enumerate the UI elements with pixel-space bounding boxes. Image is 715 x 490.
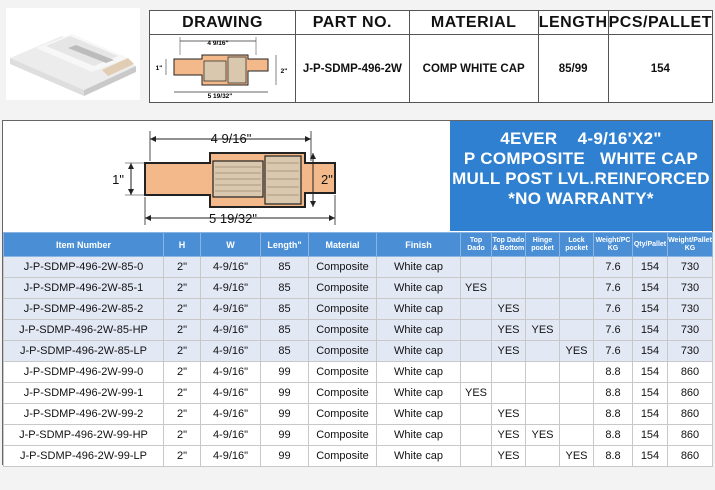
large-right-height: 2"	[321, 172, 333, 187]
col-hinge	[526, 233, 560, 257]
col-top-bottom	[492, 233, 526, 257]
cell-material: Composite	[309, 383, 377, 404]
col-pcs-header: PCS/PALLET	[608, 11, 712, 35]
cell-top-dado	[461, 404, 492, 425]
cell-qty: 154	[633, 362, 668, 383]
cell-top-dado	[461, 299, 492, 320]
cell-length: 85	[261, 341, 309, 362]
cell-finish: White cap	[377, 257, 461, 278]
col-material-header: MATERIAL	[409, 11, 538, 35]
cell-material: Composite	[309, 341, 377, 362]
col-length: Length"	[261, 233, 309, 257]
cell-hinge	[526, 341, 560, 362]
cell-qty: 154	[633, 299, 668, 320]
product-title-block	[450, 121, 712, 231]
col-weight-pc-l1: Weight/PC	[595, 236, 631, 244]
table-header-row	[4, 233, 713, 257]
cell-top-bottom	[492, 362, 526, 383]
small-width-bottom: 5 19/32"	[208, 93, 233, 99]
cell-top-dado: YES	[461, 383, 492, 404]
cell-finish: White cap	[377, 425, 461, 446]
col-top-dado	[461, 233, 492, 257]
col-qty: Qty/Pallet	[633, 233, 668, 257]
cell-item: J-P-SDMP-496-2W-85-HP	[4, 320, 164, 341]
table-row	[4, 383, 713, 404]
cell-material: Composite	[309, 299, 377, 320]
cell-lock	[560, 257, 594, 278]
cell-lock	[560, 425, 594, 446]
cell-top-bottom: YES	[492, 299, 526, 320]
table-row	[4, 299, 713, 320]
col-top-dado-l1: Top	[469, 236, 483, 244]
col-weight-pallet-l2: KG	[684, 244, 696, 252]
cell-length: 85	[261, 320, 309, 341]
cell-hinge	[526, 383, 560, 404]
cell-w: 4-9/16"	[201, 425, 261, 446]
cell-length: 99	[261, 404, 309, 425]
cell-finish: White cap	[377, 299, 461, 320]
col-h: H	[164, 233, 201, 257]
cell-lock: YES	[560, 341, 594, 362]
cell-w: 4-9/16"	[201, 320, 261, 341]
cell-hinge: YES	[526, 320, 560, 341]
cell-h: 2"	[164, 362, 201, 383]
cell-top-bottom: YES	[492, 425, 526, 446]
cell-length: 99	[261, 383, 309, 404]
summary-pcs: 154	[608, 35, 712, 103]
cell-h: 2"	[164, 383, 201, 404]
cell-weight-pc: 7.6	[594, 320, 633, 341]
cell-hinge	[526, 362, 560, 383]
cell-w: 4-9/16"	[201, 257, 261, 278]
cell-w: 4-9/16"	[201, 341, 261, 362]
cell-material: Composite	[309, 257, 377, 278]
cell-weight-pc: 8.8	[594, 404, 633, 425]
cell-lock	[560, 320, 594, 341]
col-top-bottom-l1: Top Dado	[492, 236, 525, 244]
cell-w: 4-9/16"	[201, 278, 261, 299]
small-profile-drawing	[152, 35, 292, 99]
col-hinge-l2: pocket	[531, 244, 554, 252]
cell-top-dado: YES	[461, 278, 492, 299]
cell-hinge: YES	[526, 425, 560, 446]
cell-w: 4-9/16"	[201, 362, 261, 383]
col-weight-pallet	[668, 233, 713, 257]
cell-length: 99	[261, 362, 309, 383]
product-table	[3, 232, 713, 467]
cell-finish: White cap	[377, 341, 461, 362]
large-width-top: 4 9/16"	[210, 131, 252, 146]
cell-top-dado	[461, 362, 492, 383]
table-row	[4, 278, 713, 299]
cell-weight-pc: 7.6	[594, 341, 633, 362]
cell-item: J-P-SDMP-496-2W-85-LP	[4, 341, 164, 362]
cell-h: 2"	[164, 425, 201, 446]
cell-finish: White cap	[377, 278, 461, 299]
cell-top-dado	[461, 257, 492, 278]
cell-w: 4-9/16"	[201, 404, 261, 425]
cell-lock	[560, 383, 594, 404]
cell-item: J-P-SDMP-496-2W-85-0	[4, 257, 164, 278]
col-weight-pallet-l1: Weight/Pallet	[668, 236, 712, 244]
col-drawing-header: DRAWING	[150, 11, 296, 35]
cell-item: J-P-SDMP-496-2W-99-HP	[4, 425, 164, 446]
cell-qty: 154	[633, 446, 668, 467]
cell-qty: 154	[633, 425, 668, 446]
title-line-2: P COMPOSITE WHITE CAP	[463, 149, 699, 168]
col-finish: Finish	[377, 233, 461, 257]
cell-weight-pallet: 860	[668, 425, 713, 446]
cell-length: 99	[261, 446, 309, 467]
large-drawing-area	[3, 121, 450, 231]
col-item-number: Item Number	[4, 233, 164, 257]
summary-part-no: J-P-SDMP-496-2W	[295, 35, 409, 103]
title-line-4: *NO WARRANTY*	[508, 189, 654, 208]
summary-length: 85/99	[538, 35, 608, 103]
cell-w: 4-9/16"	[201, 299, 261, 320]
cell-material: Composite	[309, 425, 377, 446]
cell-lock	[560, 278, 594, 299]
table-row	[4, 341, 713, 362]
cell-top-bottom: YES	[492, 341, 526, 362]
cell-lock	[560, 299, 594, 320]
cell-weight-pc: 8.8	[594, 446, 633, 467]
cell-material: Composite	[309, 404, 377, 425]
cell-item: J-P-SDMP-496-2W-99-2	[4, 404, 164, 425]
cell-finish: White cap	[377, 383, 461, 404]
cell-lock	[560, 404, 594, 425]
large-left-height: 1"	[112, 172, 124, 187]
col-lock-l1: Lock	[568, 236, 585, 244]
cell-qty: 154	[633, 320, 668, 341]
cell-weight-pc: 8.8	[594, 383, 633, 404]
col-top-dado-l2: Dado	[467, 244, 485, 252]
cell-top-dado	[461, 320, 492, 341]
table-row	[4, 362, 713, 383]
cell-lock	[560, 362, 594, 383]
cell-finish: White cap	[377, 362, 461, 383]
cell-h: 2"	[164, 320, 201, 341]
table-row	[4, 425, 713, 446]
cell-top-bottom	[492, 278, 526, 299]
cell-h: 2"	[164, 341, 201, 362]
cell-hinge	[526, 257, 560, 278]
cell-top-bottom: YES	[492, 446, 526, 467]
cell-material: Composite	[309, 278, 377, 299]
col-part-header: PART NO.	[295, 11, 409, 35]
col-weight-pc	[594, 233, 633, 257]
cell-material: Composite	[309, 446, 377, 467]
cell-weight-pallet: 860	[668, 362, 713, 383]
cell-weight-pallet: 730	[668, 320, 713, 341]
col-w: W	[201, 233, 261, 257]
cell-length: 85	[261, 278, 309, 299]
cell-top-bottom: YES	[492, 404, 526, 425]
table-row	[4, 446, 713, 467]
small-left-height: 1"	[156, 65, 163, 72]
large-width-bottom: 5 19/32"	[209, 211, 257, 226]
cell-hinge	[526, 278, 560, 299]
cell-weight-pallet: 860	[668, 383, 713, 404]
table-body	[4, 257, 713, 467]
cell-h: 2"	[164, 299, 201, 320]
cell-length: 85	[261, 299, 309, 320]
cell-item: J-P-SDMP-496-2W-85-2	[4, 299, 164, 320]
title-line-3: MULL POST LVL.REINFORCED	[452, 169, 710, 188]
cell-top-bottom: YES	[492, 320, 526, 341]
cell-weight-pallet: 860	[668, 446, 713, 467]
cell-weight-pc: 8.8	[594, 362, 633, 383]
cell-finish: White cap	[377, 320, 461, 341]
cell-top-bottom	[492, 257, 526, 278]
cell-top-dado	[461, 341, 492, 362]
col-length-header: LENGTH	[538, 11, 608, 35]
cell-weight-pallet: 860	[668, 404, 713, 425]
spec-panel	[2, 120, 713, 465]
cell-finish: White cap	[377, 404, 461, 425]
cell-top-dado	[461, 425, 492, 446]
col-hinge-l1: Hinge	[532, 236, 553, 244]
cell-h: 2"	[164, 404, 201, 425]
cell-qty: 154	[633, 257, 668, 278]
table-row	[4, 404, 713, 425]
col-top-bottom-l2: & Bottom	[492, 244, 525, 252]
cell-top-bottom	[492, 383, 526, 404]
cell-h: 2"	[164, 278, 201, 299]
table-row	[4, 320, 713, 341]
cell-hinge	[526, 299, 560, 320]
cell-weight-pc: 8.8	[594, 425, 633, 446]
cell-item: J-P-SDMP-496-2W-99-0	[4, 362, 164, 383]
title-line-1: 4EVER 4-9/16'X2"	[500, 129, 662, 148]
cell-hinge	[526, 446, 560, 467]
cell-qty: 154	[633, 404, 668, 425]
cell-h: 2"	[164, 257, 201, 278]
small-drawing-cell	[150, 35, 296, 103]
cell-hinge	[526, 404, 560, 425]
cell-qty: 154	[633, 383, 668, 404]
cell-weight-pallet: 730	[668, 341, 713, 362]
cell-finish: White cap	[377, 446, 461, 467]
product-thumbnail	[6, 8, 140, 100]
cell-length: 99	[261, 425, 309, 446]
summary-material: COMP WHITE CAP	[409, 35, 538, 103]
cell-top-dado	[461, 446, 492, 467]
col-material: Material	[309, 233, 377, 257]
cell-h: 2"	[164, 446, 201, 467]
small-width-top: 4 9/16"	[207, 40, 230, 47]
cell-material: Composite	[309, 362, 377, 383]
cell-item: J-P-SDMP-496-2W-99-LP	[4, 446, 164, 467]
cell-weight-pc: 7.6	[594, 278, 633, 299]
cell-weight-pallet: 730	[668, 257, 713, 278]
col-lock-l2: pocket	[565, 244, 588, 252]
large-profile-drawing	[3, 121, 450, 231]
cell-item: J-P-SDMP-496-2W-85-1	[4, 278, 164, 299]
col-weight-pc-l2: KG	[607, 244, 619, 252]
cell-weight-pallet: 730	[668, 299, 713, 320]
summary-table	[149, 10, 713, 103]
small-right-height: 2"	[281, 68, 288, 75]
cell-item: J-P-SDMP-496-2W-99-1	[4, 383, 164, 404]
cell-w: 4-9/16"	[201, 446, 261, 467]
col-lock	[560, 233, 594, 257]
table-row	[4, 257, 713, 278]
cell-weight-pc: 7.6	[594, 299, 633, 320]
cell-material: Composite	[309, 320, 377, 341]
cell-weight-pc: 7.6	[594, 257, 633, 278]
cell-lock: YES	[560, 446, 594, 467]
cell-weight-pallet: 730	[668, 278, 713, 299]
cell-qty: 154	[633, 278, 668, 299]
cell-length: 85	[261, 257, 309, 278]
cell-qty: 154	[633, 341, 668, 362]
cell-w: 4-9/16"	[201, 383, 261, 404]
